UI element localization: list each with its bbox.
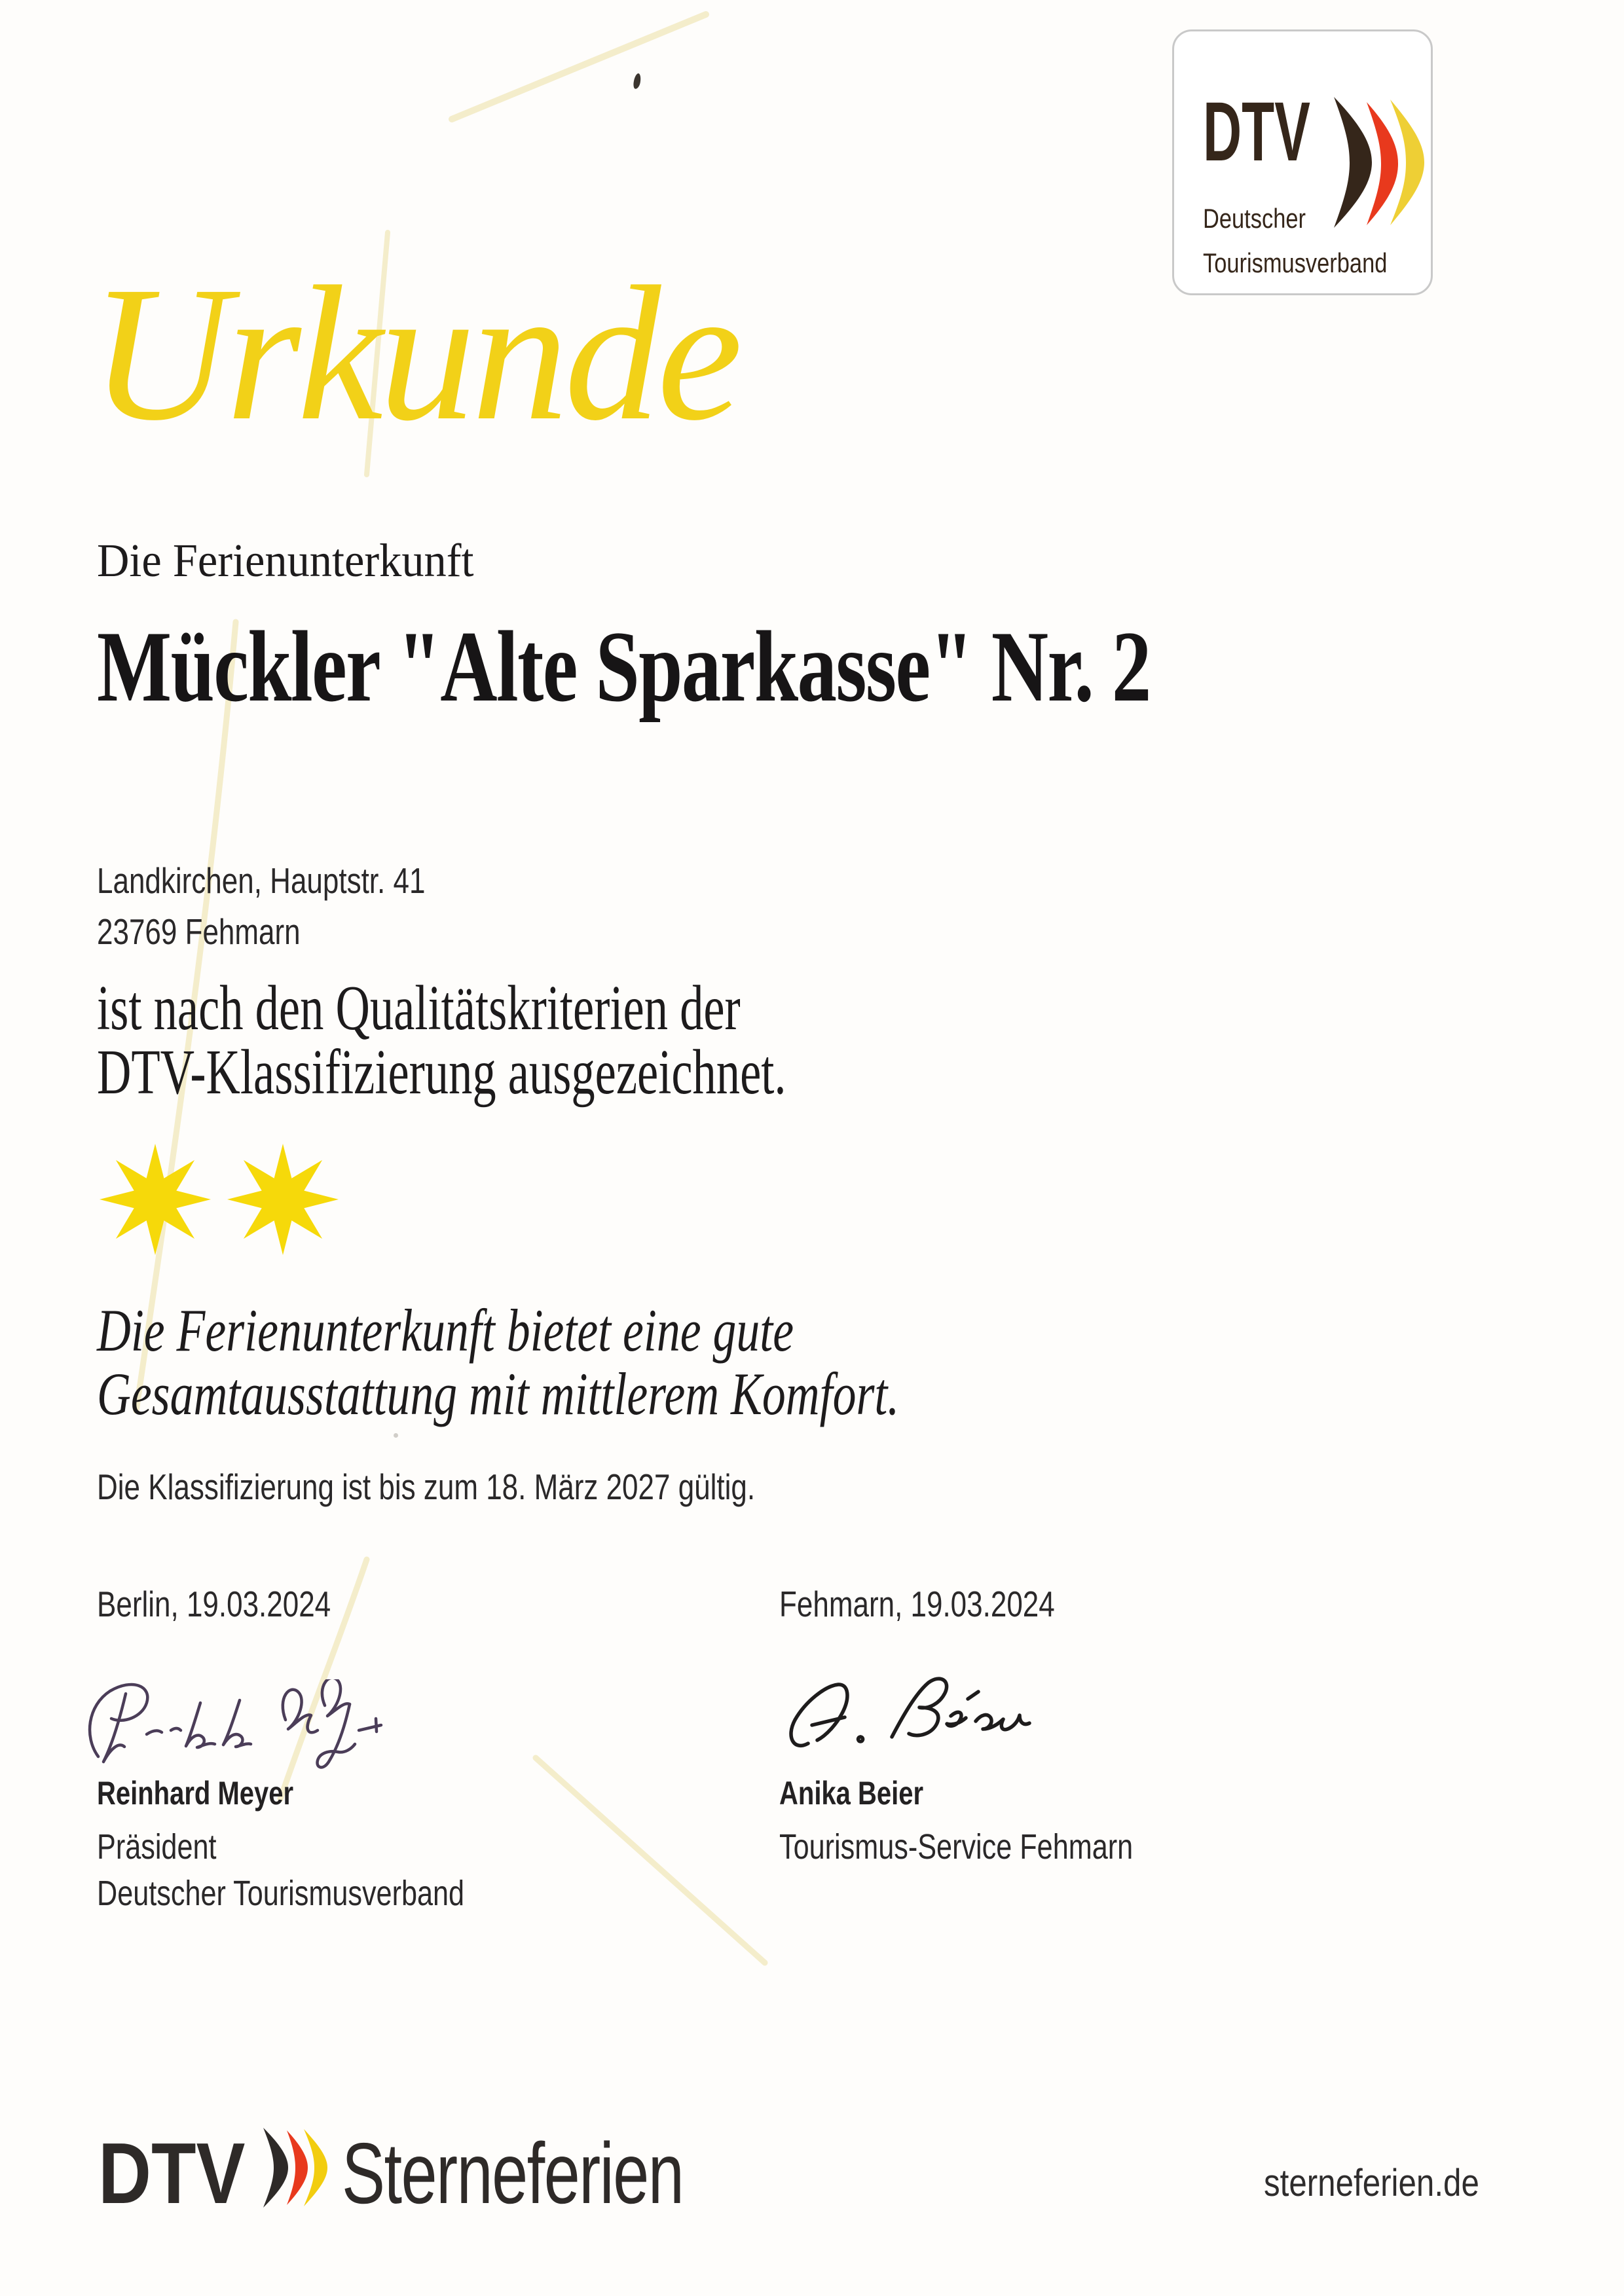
classification-star-icon — [227, 1144, 339, 1255]
signature-left-handwriting — [84, 1679, 398, 1791]
footer-logo-abbr: DTV — [98, 2125, 246, 2221]
dtv-logo-subtitle-line2: Tourismusverband — [1203, 247, 1388, 278]
statement-line-2: DTV-Klassifizierung ausgezeichnet. — [97, 1037, 786, 1108]
scan-speck — [394, 1433, 398, 1438]
page-title: Urkunde — [90, 246, 739, 460]
intro-label: Die Ferienunterkunft — [97, 534, 474, 587]
dtv-logo-card — [1172, 29, 1433, 295]
property-name: Mückler "Alte Sparkasse" Nr. 2 — [97, 610, 1151, 723]
footer-logo-name: Sterneferien — [342, 2125, 684, 2221]
dtv-logo-abbr: DTV — [1203, 85, 1310, 179]
signature-right-handwriting — [779, 1673, 1061, 1777]
dtv-chevrons-icon — [1330, 97, 1425, 228]
signer-name-left: Reinhard Meyer — [97, 1775, 294, 1812]
signer-organization-left: Deutscher Tourismusverband — [97, 1874, 465, 1913]
place-date-left: Berlin, 19.03.2024 — [97, 1584, 331, 1624]
address-line-2: 23769 Fehmarn — [97, 911, 301, 952]
place-date-right: Fehmarn, 19.03.2024 — [779, 1584, 1055, 1624]
statement-line-1: ist nach den Qualitätskriterien der — [97, 973, 741, 1044]
address-line-1: Landkirchen, Hauptstr. 41 — [97, 860, 426, 901]
website-text: sterneferien.de — [1264, 2162, 1479, 2204]
classification-star-icon — [100, 1144, 211, 1255]
signer-name-right: Anika Beier — [779, 1775, 924, 1812]
quote-line-2: Gesamtausstattung mit mittlerem Komfort. — [97, 1360, 900, 1427]
quote-line-1: Die Ferienunterkunft bietet eine gute — [97, 1297, 794, 1364]
footer-chevrons-icon — [261, 2128, 333, 2208]
signer-role-left: Präsident — [97, 1827, 217, 1867]
validity-text: Die Klassifizierung ist bis zum 18. März 2027 gültig. — [97, 1467, 756, 1507]
dtv-logo-subtitle-line1: Deutscher — [1203, 203, 1306, 234]
signer-organization-right: Tourismus-Service Fehmarn — [779, 1827, 1134, 1867]
